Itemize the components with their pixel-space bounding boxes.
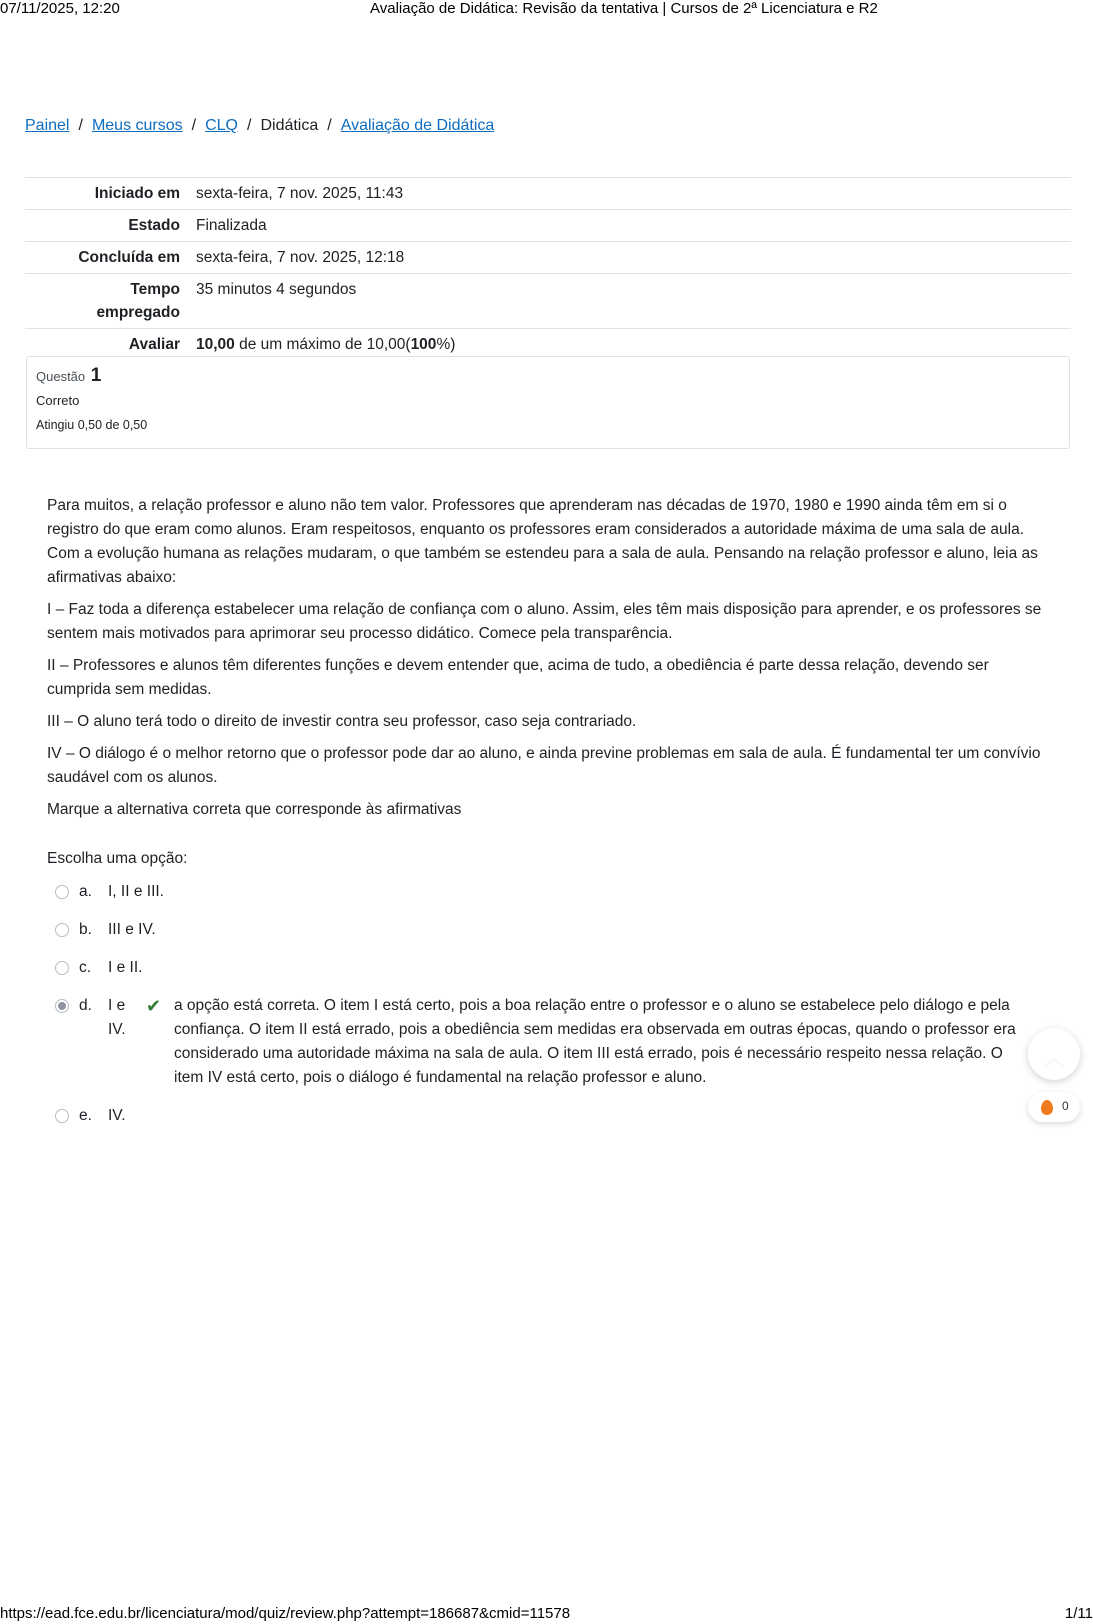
breadcrumb-link-painel[interactable]: Painel	[25, 117, 70, 134]
option-feedback: a opção está correta. O item I está certo, pois a boa relação entre o professor e o aluno se estabelece pelo diálogo e pela confiança. O item II está errado, pois a obediência sem medidas era observada em outras épocas, quando o professor era considerado uma autoridade máxima na sala de aula. O item III está errado, pois é necessário respeito nessa relação. O item IV está certo, pois o diálogo é fundamental na relação professor e aluno.	[174, 997, 1016, 1086]
state-label: Estado	[128, 217, 180, 234]
question-paragraph: III – O aluno terá todo o direito de investir contra seu professor, caso seja contrariado.	[47, 713, 637, 730]
print-url: https://ead.fce.edu.br/licenciatura/mod/quiz/review.php?attempt=186687&cmid=11578	[0, 1605, 571, 1622]
answer-option-d[interactable]	[55, 994, 1045, 1090]
option-letter: e.	[79, 1107, 92, 1124]
summary-row-state	[25, 210, 1071, 242]
answer-option-a[interactable]	[55, 880, 1045, 904]
grade-end: %)	[436, 336, 456, 353]
radio-button[interactable]	[55, 1109, 69, 1123]
grade-score: 10,00	[196, 336, 235, 353]
breadcrumb-separator: /	[191, 117, 197, 134]
time-value: 35 minutos 4 segundos	[196, 281, 357, 298]
answer-option-c[interactable]	[55, 956, 1045, 980]
reactions-button[interactable]	[1028, 1092, 1080, 1122]
breadcrumb-separator: /	[327, 117, 332, 134]
question-paragraph: I – Faz toda a diferença estabelecer uma relação de confiança com o aluno. Assim, eles têm mais disposição para aprender, e os professores se sentem mais motivados para aprimorar seu processo didático. Comece pela transparência.	[47, 601, 1042, 642]
time-label	[25, 274, 188, 329]
option-text: IV.	[108, 1107, 126, 1124]
completed-label: Concluída em	[78, 249, 180, 266]
answer-options	[55, 880, 1045, 1142]
option-letter: d.	[79, 997, 92, 1014]
question-paragraph: IV – O diálogo é o melhor retorno que o professor pode dar ao aluno, e ainda previne problemas em sala de aula. É fundamental ter um convívio saudável com os alunos.	[47, 745, 1041, 786]
breadcrumb-separator: /	[78, 117, 83, 134]
summary-row-started	[25, 178, 1071, 210]
state-value: Finalizada	[196, 217, 267, 234]
option-text: III e IV.	[108, 921, 156, 938]
option-letter: a.	[79, 883, 92, 900]
radio-button[interactable]	[55, 961, 69, 975]
chevron-up-icon: ︿	[1044, 1048, 1064, 1070]
question-text	[47, 494, 1047, 830]
radio-button[interactable]	[55, 923, 69, 937]
answer-prompt: Escolha uma opção:	[47, 850, 188, 867]
breadcrumb-link-meus-cursos[interactable]: Meus cursos	[91, 117, 183, 134]
time-label-line2: empregado	[96, 304, 180, 321]
option-text: I, II e III.	[108, 883, 164, 900]
summary-row-completed	[25, 242, 1071, 274]
question-number	[36, 365, 1060, 387]
breadcrumb-link-clq[interactable]: CLQ	[205, 117, 238, 134]
flame-icon	[1041, 1100, 1053, 1115]
option-letter: c.	[79, 959, 92, 976]
checkmark-icon: ✔	[146, 996, 162, 1016]
breadcrumb-link-avaliacao[interactable]: Avaliação de Didática	[340, 117, 495, 134]
time-label-line1: Tempo	[130, 281, 180, 298]
reactions-count: 0	[1062, 1099, 1069, 1113]
breadcrumb-current-didatica: Didática	[260, 117, 319, 134]
option-letter: b.	[79, 921, 92, 938]
question-paragraph: Marque a alternativa correta que corresponde às afirmativas	[47, 801, 462, 818]
print-footer	[0, 1602, 1093, 1624]
answer-option-b[interactable]	[55, 918, 1045, 942]
radio-button[interactable]	[55, 885, 69, 899]
question-number-value: 1	[90, 365, 102, 386]
grade-mid: de um máximo de 10,00(	[239, 336, 411, 353]
attempt-summary-table	[25, 177, 1071, 360]
question-paragraph: II – Professores e alunos têm diferentes funções e devem entender que, acima de tudo, a obediência é parte dessa relação, devendo ser cumprida sem medidas.	[47, 657, 989, 698]
grade-label: Avaliar	[128, 336, 180, 353]
option-text: I e IV.	[108, 997, 126, 1038]
print-date: 07/11/2025, 12:20	[0, 0, 120, 17]
summary-row-time	[25, 274, 1071, 329]
question-mark: Atingiu 0,50 de 0,50	[36, 418, 148, 432]
back-to-top-button[interactable]	[1028, 1028, 1080, 1080]
breadcrumb-separator: /	[247, 117, 252, 134]
started-value: sexta-feira, 7 nov. 2025, 11:43	[196, 185, 404, 202]
question-info-box	[26, 356, 1070, 449]
started-label: Iniciado em	[94, 185, 180, 202]
option-text: I e II.	[108, 959, 143, 976]
question-state: Correto	[36, 393, 80, 408]
print-header	[0, 0, 1093, 22]
answer-option-e[interactable]	[55, 1104, 1045, 1128]
question-label: Questão	[36, 369, 86, 384]
completed-value: sexta-feira, 7 nov. 2025, 12:18	[196, 249, 405, 266]
radio-button-selected[interactable]	[55, 999, 69, 1013]
print-page-number: 1/11	[1064, 1605, 1093, 1622]
print-title: Avaliação de Didática: Revisão da tentativa | Cursos de 2ª Licenciatura e R2	[370, 0, 878, 17]
grade-percent: 100	[410, 336, 437, 353]
question-paragraph: Para muitos, a relação professor e aluno não tem valor. Professores que aprenderam nas décadas de 1970, 1980 e 1990 ainda têm em si o registro do que eram como alunos. Eram respeitosos, enquanto os professores eram considerados a autoridade máxima de uma sala de aula. Com a evolução humana as relações mudaram, o que também se estendeu para a sala de aula. Pensando na relação professor e aluno, leia as afirmativas abaixo:	[47, 497, 1038, 586]
breadcrumb	[25, 117, 494, 135]
